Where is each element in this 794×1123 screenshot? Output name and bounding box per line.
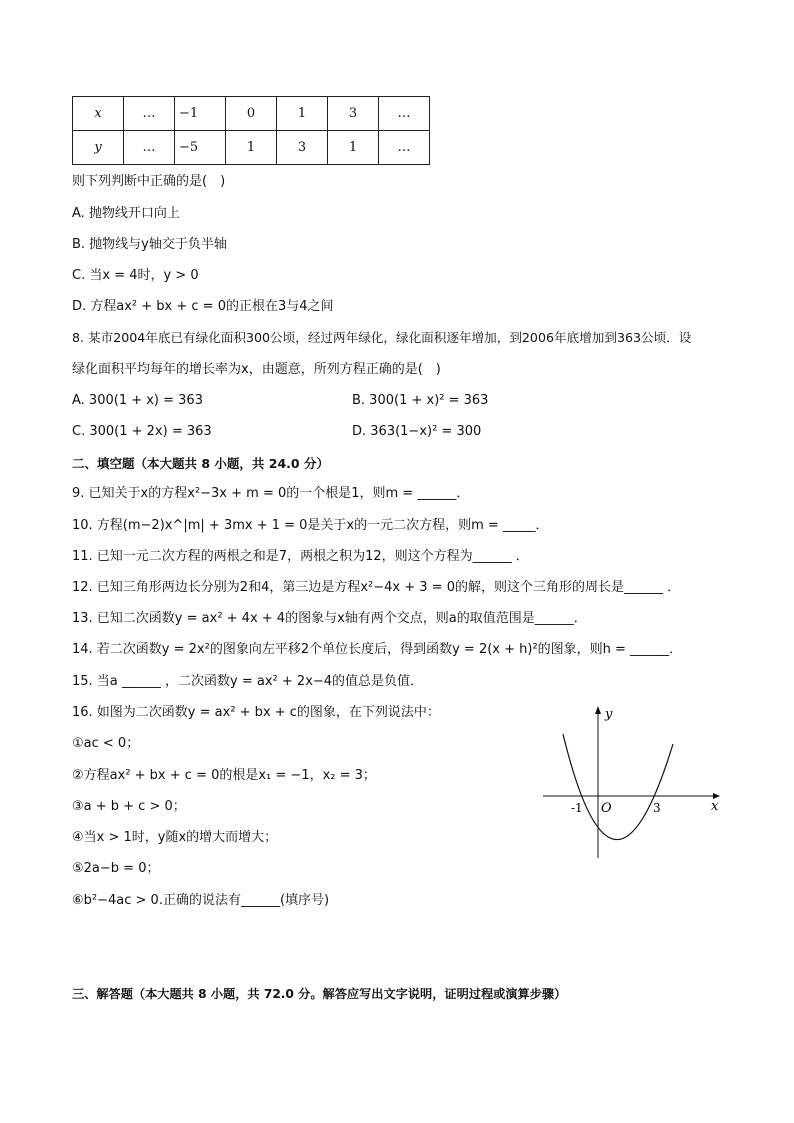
q15: 15. 当a ______ ，二次函数y = ax² + 2x−4的值总是负值． <box>72 674 424 689</box>
table-cell: x <box>73 97 124 131</box>
root-left-label: -1 <box>571 801 583 815</box>
table-row-y <box>73 131 430 165</box>
q8-option-d: D. 363(1−x)² = 300 <box>352 424 482 439</box>
q16-statement-4: ④当x > 1时，y随x的增大而增大； <box>72 830 278 845</box>
q14: 14. 若二次函数y = 2x²的图象向左平移2个单位长度后，得到函数y = 2(x + h)²的图象，则h = ______． <box>72 642 683 657</box>
value-table <box>72 96 430 165</box>
q11: 11. 已知一元二次方程的两根之和是7，两根之积为12，则这个方程为______ ． <box>72 549 529 564</box>
q12: 12. 已知三角形两边长分别为2和4，第三边是方程x²−4x + 3 = 0的解，则这个三角形的周长是______ ． <box>72 580 681 595</box>
table-cell: 3 <box>328 97 379 131</box>
q7-option-a: A. 抛物线开口向上 <box>72 206 180 221</box>
q7-option-d: D. 方程ax² + bx + c = 0的正根在3与4之间 <box>72 299 334 314</box>
table-cell: … <box>379 97 430 131</box>
table-cell: −5 <box>175 131 226 165</box>
table-cell: … <box>379 131 430 165</box>
q8-option-c: C. 300(1 + 2x) = 363 <box>72 424 212 439</box>
table-row-x <box>73 97 430 131</box>
table-cell: 3 <box>277 131 328 165</box>
table-cell: 1 <box>226 131 277 165</box>
table-cell: y <box>73 131 124 165</box>
q8-line-1: 8. 某市2004年底已有绿化面积300公顷，经过两年绿化，绿化面积逐年增加，到2006年底增加到363公顷．设 <box>72 330 692 345</box>
root-right-label: 3 <box>653 801 661 815</box>
section-3-title: 三、解答题（本大题共 8 小题，共 72.0 分。解答应写出文字说明，证明过程或演算步骤） <box>72 987 567 1001</box>
q7-option-c: C. 当x = 4时，y > 0 <box>72 268 199 283</box>
q16-statement-5: ⑤2a−b = 0； <box>72 861 160 876</box>
section-2-title: 二、填空题（本大题共 8 小题，共 24.0 分） <box>72 456 329 471</box>
table-cell: −1 <box>175 97 226 131</box>
q16-statement-1: ①ac < 0； <box>72 736 140 751</box>
table-cell: … <box>124 97 175 131</box>
q13: 13. 已知二次函数y = ax² + 4x + 4的图象与x轴有两个交点，则a的取值范围是______． <box>72 611 587 626</box>
q7-stem: 则下列判断中正确的是( ) <box>72 174 226 189</box>
q9: 9. 已知关于x的方程x²−3x + m = 0的一个根是1，则m = ______． <box>72 486 470 501</box>
parabola-figure <box>535 700 735 865</box>
q16-statement-6: ⑥b²−4ac > 0.正确的说法有______(填序号) <box>72 893 330 908</box>
table-cell: 0 <box>226 97 277 131</box>
q10: 10. 方程(m−2)x^|m| + 3mx + 1 = 0是关于x的一元二次方程，则m = _____． <box>72 518 549 533</box>
table-cell: 1 <box>328 131 379 165</box>
table-cell: 1 <box>277 97 328 131</box>
y-axis-arrow-icon <box>595 706 601 714</box>
q16-stem: 16. 如图为二次函数y = ax² + bx + c的图象，在下列说法中： <box>72 705 440 720</box>
q8-option-b: B. 300(1 + x)² = 363 <box>352 393 489 408</box>
y-axis-label: y <box>605 707 613 722</box>
table-cell: … <box>124 131 175 165</box>
q8-option-a: A. 300(1 + x) = 363 <box>72 393 203 408</box>
q7-option-b: B. 抛物线与y轴交于负半轴 <box>72 237 227 252</box>
x-axis-label: x <box>711 799 719 814</box>
q16-statement-2: ②方程ax² + bx + c = 0的根是x₁ = −1，x₂ = 3； <box>72 768 376 783</box>
q8-line-2: 绿化面积平均每年的增长率为x，由题意，所列方程正确的是( ) <box>72 362 441 377</box>
q16-statement-3: ③a + b + c > 0； <box>72 799 186 814</box>
parabola-curve <box>563 734 673 840</box>
origin-label: O <box>601 801 612 816</box>
